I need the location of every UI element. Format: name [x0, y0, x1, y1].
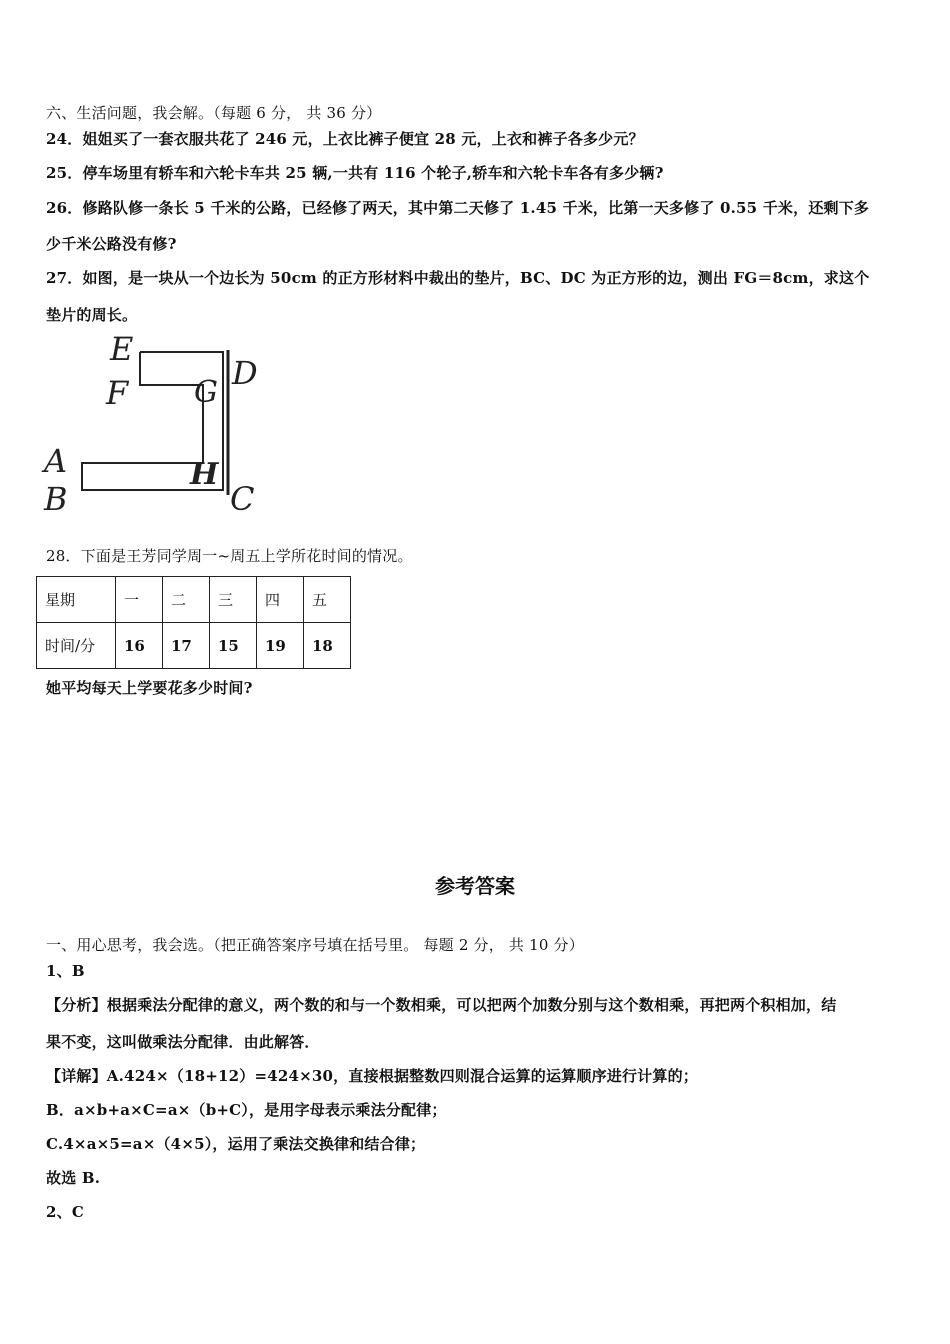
table-cell-day: 三	[210, 577, 257, 623]
table-header-weekday: 星期	[37, 577, 116, 623]
question-24: 24．姐姐买了一套衣服共花了 246 元，上衣比裤子便宜 28 元，上衣和裤子各多少元？	[46, 130, 644, 148]
table-cell-day: 四	[257, 577, 304, 623]
question-27-line2: 垫片的周长。	[46, 306, 138, 324]
conclusion-line: 故选 B.	[46, 1169, 101, 1187]
label-F: F	[106, 374, 129, 412]
label-B: B	[44, 480, 68, 518]
table-cell-day: 五	[304, 577, 351, 623]
analysis-line2: 果不变，这叫做乘法分配律．由此解答．	[46, 1033, 320, 1051]
section-heading: 六、生活问题，我会解。（每题 6 分， 共 36 分）	[46, 104, 382, 122]
question-26-line2: 少千米公路没有修?	[46, 235, 177, 253]
analysis-line1: 【分析】根据乘法分配律的意义，两个数的和与一个数相乘，可以把两个加数分别与这个数相乘，再把两个积相加，结	[46, 996, 837, 1014]
answers-title: 参考答案	[435, 874, 515, 898]
question-25: 25．停车场里有轿车和六轮卡车共 25 辆,一共有 116 个轮子,轿车和六轮卡车各有多少辆?	[46, 164, 664, 182]
detail-line: 【详解】A.424×（18+12）=424×30，直接根据整数四则混合运算的运算顺序进行计算的；	[46, 1067, 698, 1085]
table-cell-time: 16	[116, 623, 163, 669]
table-cell-time: 19	[257, 623, 304, 669]
question-27-line1: 27．如图，是一块从一个边长为 50cm 的正方形材料中裁出的垫片，BC、DC 为正方形的边，测出 FG＝8cm，求这个	[46, 269, 870, 287]
table-cell-time: 17	[163, 623, 210, 669]
table-row	[37, 623, 351, 669]
commute-time-table	[36, 576, 351, 669]
answer-1: 1、B	[46, 962, 85, 980]
label-H: H	[190, 457, 219, 492]
label-G: G	[194, 375, 218, 410]
label-C: C	[230, 480, 255, 518]
option-c-line: C.4×a×5=a×（4×5），运用了乘法交换律和结合律；	[46, 1135, 426, 1153]
answers-section-heading: 一、用心思考，我会选。（把正确答案序号填在括号里。 每题 2 分， 共 10 分）	[46, 936, 584, 954]
label-D: D	[232, 354, 258, 392]
table-header-time: 时间/分	[37, 623, 116, 669]
table-cell-time: 18	[304, 623, 351, 669]
question-28-prompt: 她平均每天上学要花多少时间?	[46, 679, 253, 697]
table-cell-day: 二	[163, 577, 210, 623]
question-26-line1: 26．修路队修一条长 5 千米的公路，已经修了两天，其中第二天修了 1.45 千米，比第一天多修了 0.55 千米，还剩下多	[46, 199, 870, 217]
label-E: E	[110, 330, 134, 368]
table-cell-day: 一	[116, 577, 163, 623]
table-cell-time: 15	[210, 623, 257, 669]
table-row	[37, 577, 351, 623]
label-A: A	[44, 442, 68, 480]
answer-2: 2、C	[46, 1203, 84, 1221]
question-28: 28．下面是王芳同学周一~周五上学所花时间的情况。	[46, 547, 413, 565]
gasket-figure	[40, 330, 280, 520]
option-b-line: B．a×b+a×C=a×（b+C），是用字母表示乘法分配律；	[46, 1101, 447, 1119]
